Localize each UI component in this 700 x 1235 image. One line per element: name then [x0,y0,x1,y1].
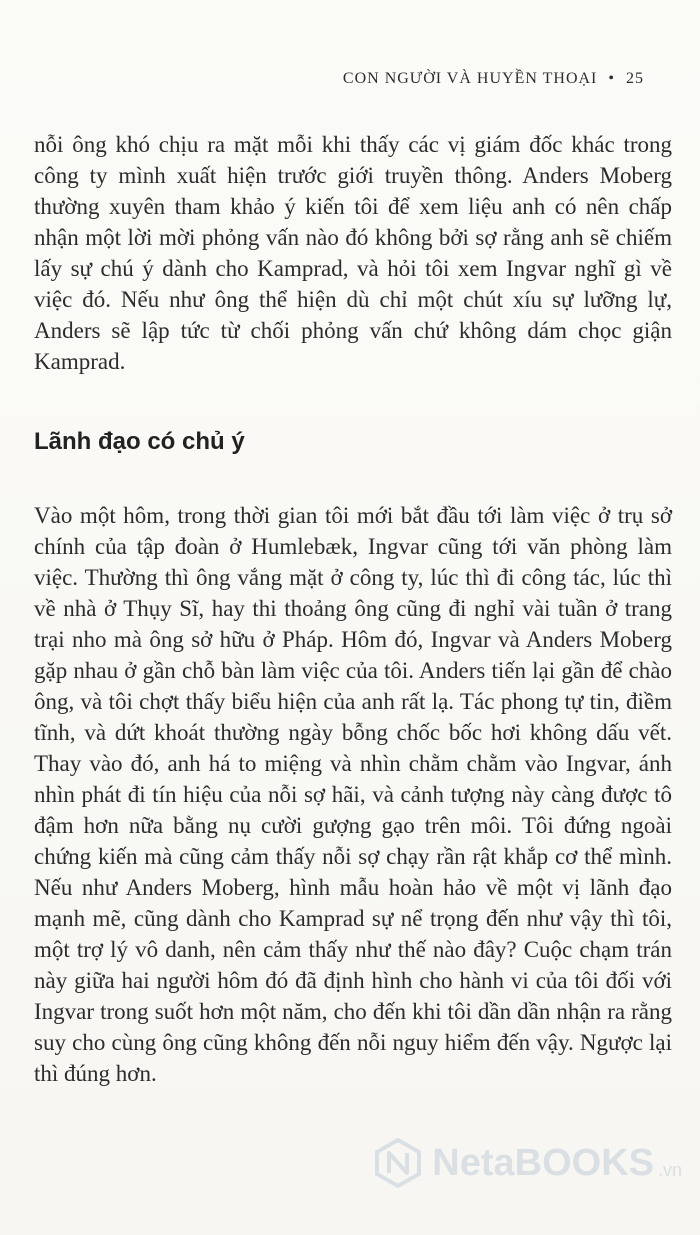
paragraph-continued: nỗi ông khó chịu ra mặt mỗi khi thấy các vị giám đốc khác trong công ty mình xuất hiện trước giới truyền thông. Anders Moberg thường xuyên tham khảo ý kiến tôi để xem liệu anh có nên chấp nhận một lời mời phỏng vấn nào đó không bởi sợ rằng anh sẽ chiếm lấy sự chú ý dành cho Kamprad, và hỏi tôi xem Ingvar nghĩ gì về việc đó. Nếu như ông thể hiện dù chỉ một chút xíu sự lưỡng lự, Anders sẽ lập tức từ chối phỏng vấn chứ không dám chọc giận Kamprad. [34,132,672,374]
header-separator: • [608,70,615,87]
watermark-logo [372,1137,682,1189]
netabooks-logo-icon [372,1137,424,1189]
paragraph-main: Vào một hôm, trong thời gian tôi mới bắt đầu tới làm việc ở trụ sở chính của tập đoàn ở Humlebæk, Ingvar cũng tới văn phòng làm việc. Thường thì ông vắng mặt ở công ty, lúc thì đi công tác, lúc thì về nhà ở Thụy Sĩ, hay thi thoảng ông cũng đi nghỉ vài tuần ở trang trại nho mà ông sở hữu ở Pháp. Hôm đó, Ingvar và Anders Moberg gặp nhau ở gần chỗ bàn làm việc của tôi. Anders tiến lại gần để chào ông, và tôi chợt thấy biểu hiện của anh rất lạ. Tác phong tự tin, điềm tĩnh, và dứt khoát thường ngày bỗng chốc bốc hơi không dấu vết. Thay vào đó, anh há to miệng và nhìn chằm chằm vào Ingvar, ánh nhìn phát đi tín hiệu của nỗi sợ hãi, và cảnh tượng này càng được tô đậm hơn nữa bằng nụ cười gượng gạo trên môi. Tôi đứng ngoài chứng kiến mà cũng cảm thấy nỗi sợ chạy rần rật khắp cơ thể mình. Nếu như Anders Moberg, hình mẫu hoàn hảo về một vị lãnh đạo mạnh mẽ, cũng dành cho Kamprad sự nể trọng đến như vậy thì tôi, một trợ lý vô danh, nên cảm thấy như thế nào đây? Cuộc chạm trán này giữa hai người hôm đó đã định hình cho hành vi của tôi đối với Ingvar trong suốt hơn một năm, cho đến khi tôi dần dần nhận ra rằng suy cho cùng ông cũng không đến nỗi nguy hiểm đến vậy. Ngược lại thì đúng hơn. [34,503,672,1086]
page-content [34,129,672,1089]
section-heading: Lãnh đạo có chủ ý [34,428,245,455]
page-number: 25 [626,70,644,87]
chapter-title: CON NGƯỜI VÀ HUYỀN THOẠI [342,70,598,87]
watermark-brand: NetaBOOKS [432,1142,654,1184]
watermark-suffix: .vn [657,1159,682,1180]
running-header [343,70,644,88]
